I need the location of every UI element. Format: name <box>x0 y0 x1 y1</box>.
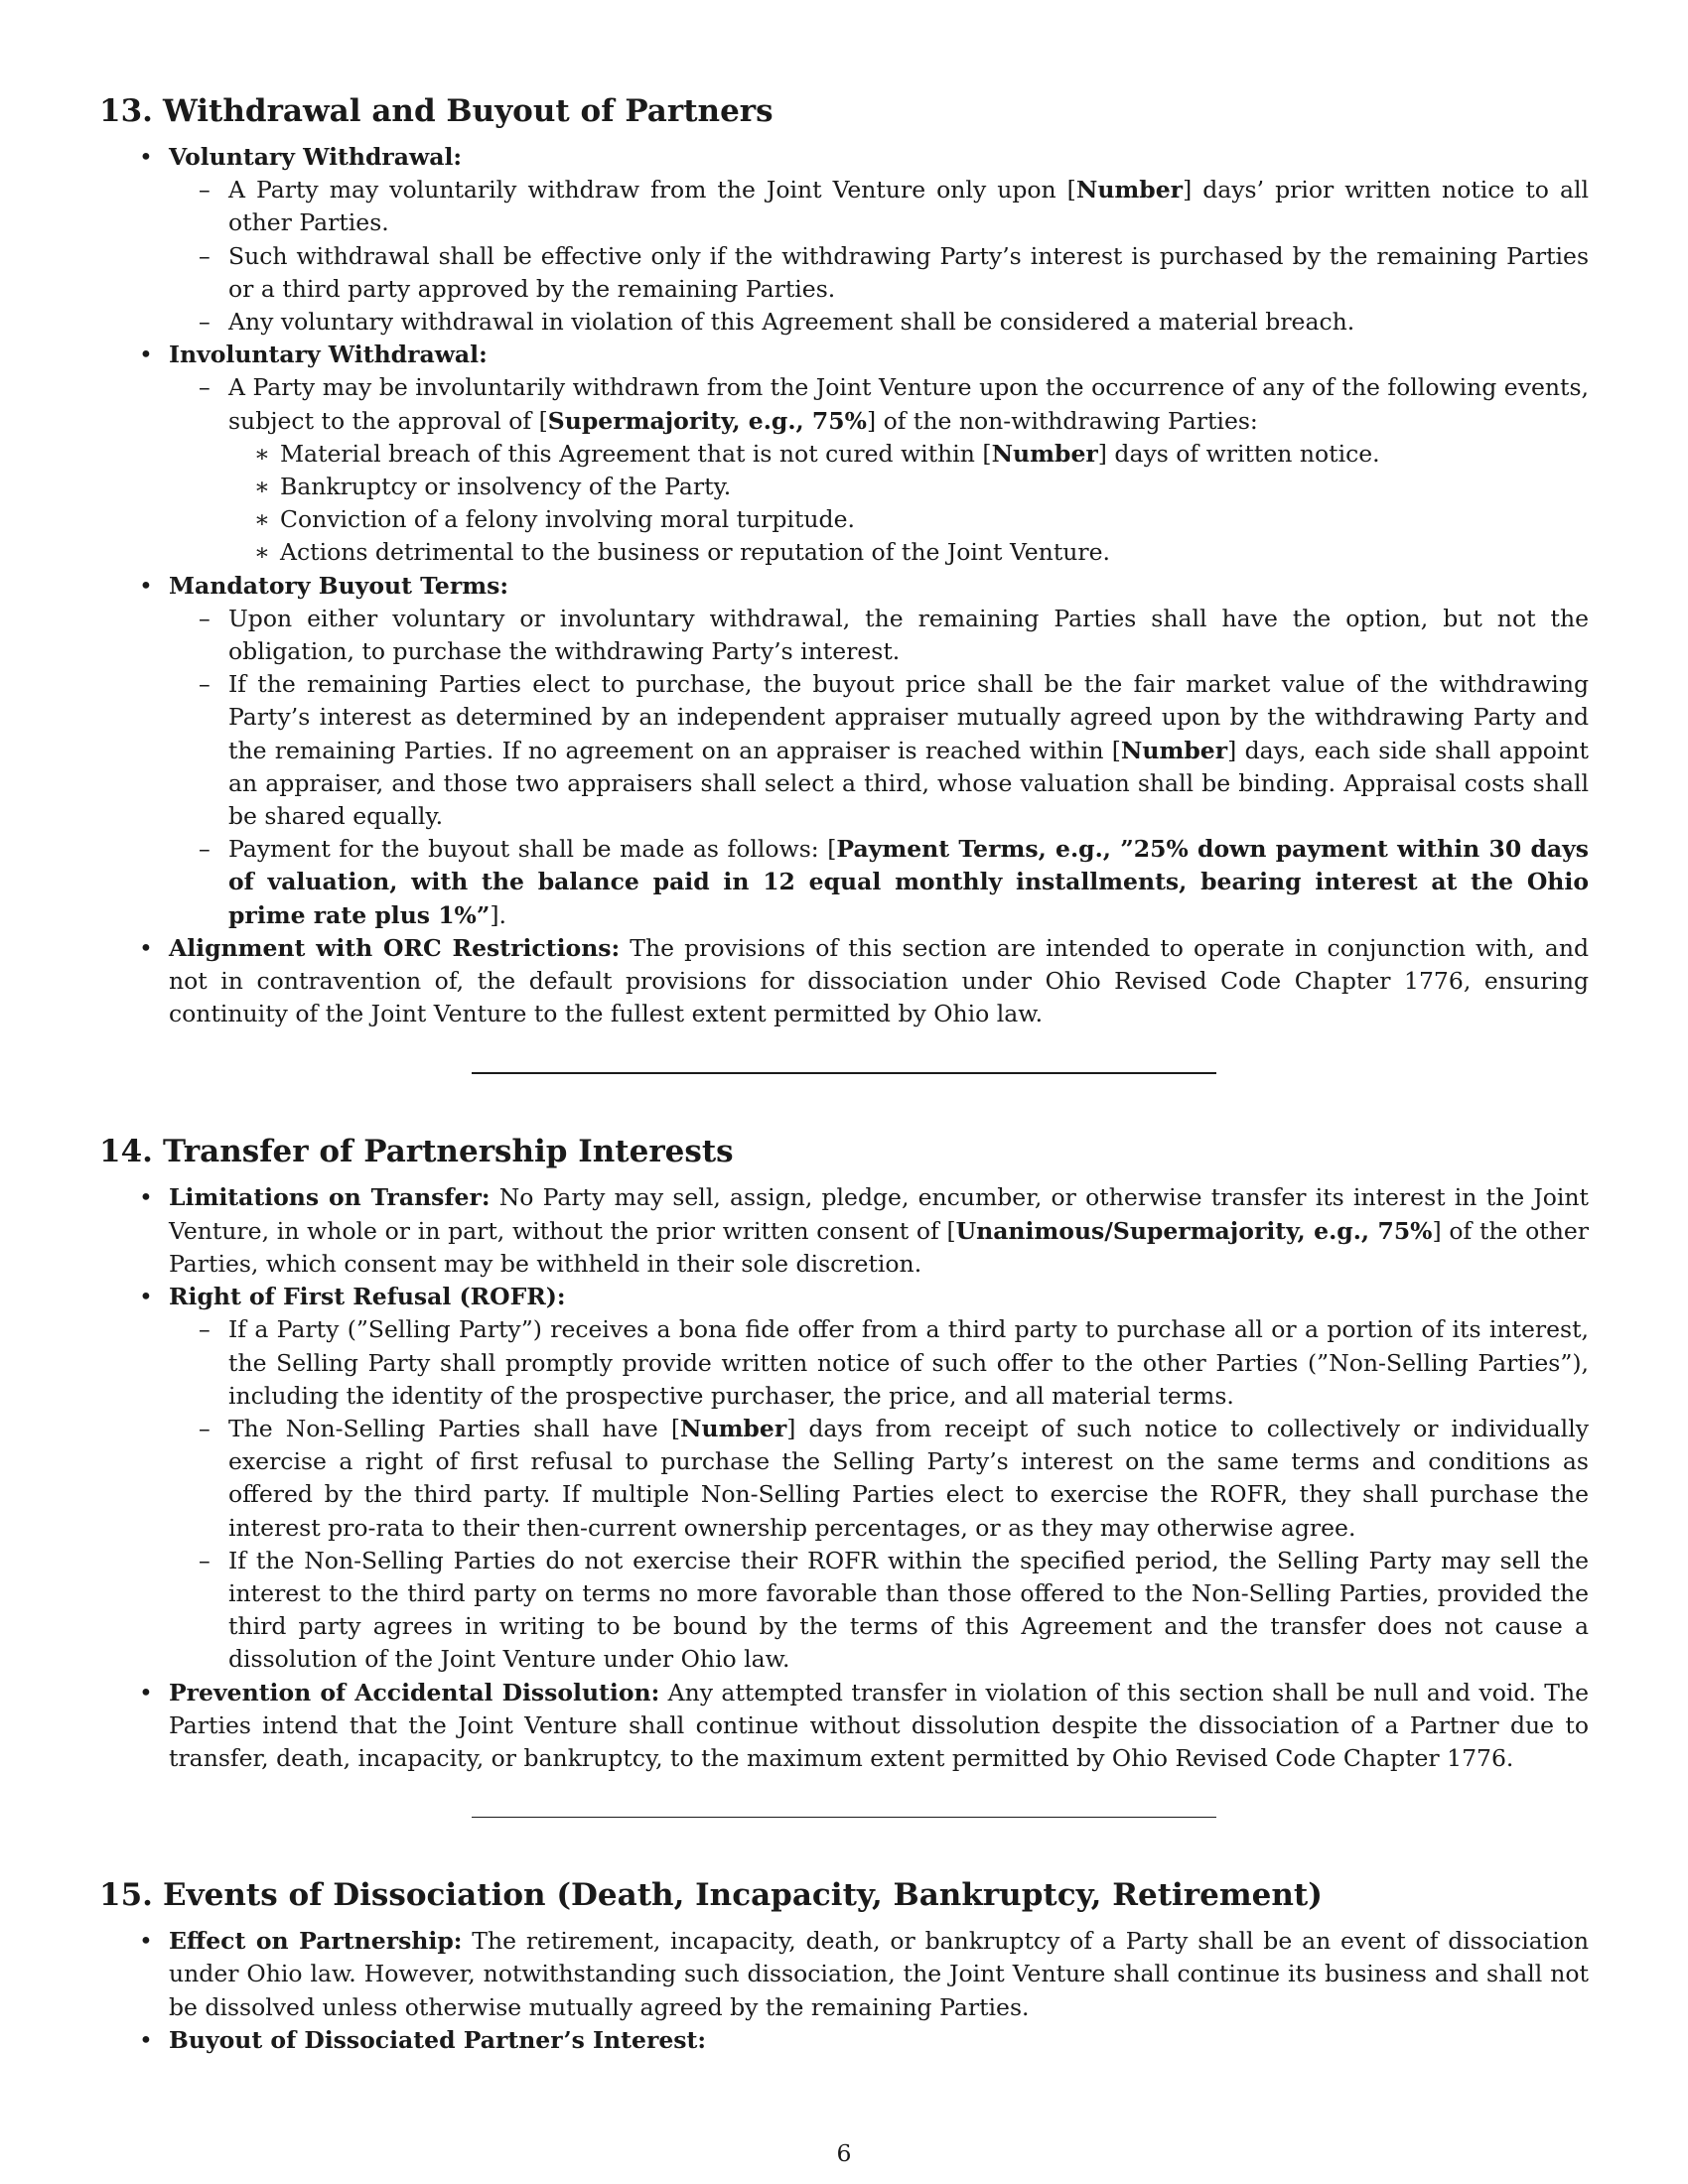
sub-item-text: The Non-Selling Parties shall have [ <box>228 1414 680 1442</box>
item-heading: Voluntary Withdrawal: <box>169 143 463 171</box>
sub-item <box>169 371 1589 569</box>
placeholder-field: Number <box>1120 736 1228 764</box>
section-14 <box>99 1132 1589 1775</box>
sub-list <box>169 1313 1589 1676</box>
section-number: 13. <box>99 93 153 129</box>
section-title: Events of Dissociation (Death, Incapacity, Bankruptcy, Retirement) <box>163 1877 1323 1914</box>
event-text: ] days of written notice. <box>1097 439 1380 468</box>
section-heading <box>99 91 1589 131</box>
section-divider <box>472 1072 1216 1074</box>
sub-item <box>169 833 1589 932</box>
sub-item <box>169 1545 1589 1677</box>
item-heading: Buyout of Dissociated Partner’s Interest: <box>169 2025 707 2054</box>
item-text: No Party may sell, assign, pledge, encumber, or otherwise transfer its interest in the Joint Venture, in whole or in part, without the prior written consent of [ <box>169 1183 1589 1245</box>
page-number: 6 <box>836 2139 852 2167</box>
sub-item <box>169 668 1589 833</box>
section-list <box>99 141 1589 1030</box>
sub-item <box>169 1313 1589 1413</box>
item-heading: Prevention of Accidental Dissolution: <box>169 1678 660 1706</box>
sub-item <box>169 240 1589 306</box>
item-text: The provisions of this section are intended to operate in conjunction with, and not in contravention of, the default provisions for dissociation under Ohio Revised Code Chapter 1776, ensuring continuity of the Joint Venture to the fullest extent permitted by Ohio law. <box>169 933 1589 1028</box>
sub-item <box>169 174 1589 239</box>
event-text: Conviction of a felony involving moral turpitude. <box>280 505 855 534</box>
sub-list <box>169 174 1589 339</box>
list-item-transfer-limitations <box>99 1181 1589 1281</box>
item-heading: Right of First Refusal (ROFR): <box>169 1283 566 1311</box>
sub-item <box>169 1413 1589 1545</box>
sub-item-text: Such withdrawal shall be effective only if the withdrawing Party’s interest is purchased by the remaining Parties or a third party approved by the remaining Parties. <box>228 241 1589 303</box>
sub-item-text: Any voluntary withdrawal in violation of this Agreement shall be considered a material breach. <box>228 308 1355 337</box>
sub-item-text: Payment for the buyout shall be made as follows: [ <box>228 835 837 864</box>
placeholder-field: Unanimous/Supermajority, e.g., 75% <box>955 1216 1433 1245</box>
sub-item <box>169 603 1589 668</box>
section-number: 15. <box>99 1877 153 1914</box>
list-item-involuntary-withdrawal <box>99 339 1589 569</box>
item-text: The retirement, incapacity, death, or bankruptcy of a Party shall be an event of dissociation under Ohio law. However, notwithstanding such dissociation, the Joint Venture shall continue its business and shall not be dissolved unless otherwise mutually agreed by the remaining Parties. <box>169 1927 1589 2021</box>
sub-item-text: ] days, each side shall appoint an appraiser, and those two appraisers shall select a third, whose valuation shall be binding. Appraisal costs shall be shared equally. <box>228 736 1589 831</box>
sub-item-text: ] of the non-withdrawing Parties: <box>866 406 1258 435</box>
section-title: Withdrawal and Buyout of Partners <box>163 93 774 129</box>
event-text: Actions detrimental to the business or reputation of the Joint Venture. <box>280 538 1111 567</box>
sub-item-text: ] days from receipt of such notice to collectively or individually exercise a right of first refusal to purchase the Selling Party’s interest on the same terms and conditions as offered by the third party. If multiple Non-Selling Parties elect to exercise the ROFR, they shall purchase the interest pro-rata to their then-current ownership percentages, or as they may otherwise agree. <box>228 1414 1589 1542</box>
sub-item-text: If the Non-Selling Parties do not exercise their ROFR within the specified period, the Selling Party may sell the interest to the third party on terms no more favorable than those offered to the Non-Selling Parties, provided the third party agrees in writing to be bound by the terms of this Agreement and the transfer does not cause a dissolution of the Joint Venture under Ohio law. <box>228 1546 1589 1674</box>
event-item <box>228 471 1589 503</box>
section-divider <box>472 1817 1216 1818</box>
sub-item-text: A Party may voluntarily withdraw from the Joint Venture only upon [ <box>228 176 1076 205</box>
event-item <box>228 438 1589 471</box>
placeholder-field: Payment Terms, e.g., ”25% down payment within 30 days of valuation, with the balance paid in 12 equal monthly installments, bearing interest at the Ohio prime rate plus 1%” <box>228 835 1589 929</box>
sub-item <box>169 306 1589 339</box>
placeholder-field: Number <box>991 439 1098 468</box>
section-title: Transfer of Partnership Interests <box>163 1134 734 1170</box>
list-item-effect-on-partnership <box>99 1925 1589 2024</box>
item-text: ] of the other Parties, which consent may be withheld in their sole discretion. <box>169 1216 1589 1278</box>
item-heading: Alignment with ORC Restrictions: <box>169 933 621 962</box>
list-item-dissociated-buyout <box>99 2024 1589 2057</box>
sub-item-text: ] days’ prior written notice to all other Parties. <box>228 176 1589 237</box>
sub-list <box>169 603 1589 932</box>
page-content <box>99 91 1589 2057</box>
event-item <box>228 503 1589 536</box>
section-list <box>99 1925 1589 2057</box>
event-list <box>228 438 1589 570</box>
list-item-voluntary-withdrawal <box>99 141 1589 339</box>
item-text: Any attempted transfer in violation of this section shall be null and void. The Parties intend that the Joint Venture shall continue without dissolution despite the dissociation of a Partner due to transfer, death, incapacity, or bankruptcy, to the maximum extent permitted by Ohio Revised Code Chapter 1776. <box>169 1678 1589 1772</box>
event-text: Bankruptcy or insolvency of the Party. <box>280 473 732 501</box>
event-text: Material breach of this Agreement that is not cured within [ <box>280 439 992 468</box>
section-13 <box>99 91 1589 1030</box>
item-heading: Limitations on Transfer: <box>169 1183 491 1212</box>
list-item-rofr <box>99 1281 1589 1676</box>
list-item-mandatory-buyout <box>99 570 1589 932</box>
item-heading: Mandatory Buyout Terms: <box>169 571 509 600</box>
placeholder-field: Supermajority, e.g., 75% <box>547 406 867 435</box>
placeholder-field: Number <box>680 1414 787 1442</box>
list-item-dissolution-prevention <box>99 1677 1589 1776</box>
placeholder-field: Number <box>1075 176 1184 205</box>
sub-list <box>169 371 1589 569</box>
sub-item-text: A Party may be involuntarily withdrawn from the Joint Venture upon the occurrence of any of the following events, subject to the approval of [ <box>228 373 1589 435</box>
item-heading: Effect on Partnership: <box>169 1927 463 1956</box>
list-item-orc-alignment <box>99 932 1589 1031</box>
section-number: 14. <box>99 1134 153 1170</box>
sub-item-text: ]. <box>490 900 507 929</box>
sub-item-text: Upon either voluntary or involuntary withdrawal, the remaining Parties shall have the option, but not the obligation, to purchase the withdrawing Party’s interest. <box>228 604 1589 666</box>
section-15 <box>99 1875 1589 2057</box>
section-list <box>99 1181 1589 1775</box>
sub-item-text: If the remaining Parties elect to purchase, the buyout price shall be the fair market value of the withdrawing Party’s interest as determined by an independent appraiser mutually agreed upon by the withdrawing Party and the remaining Parties. If no agreement on an appraiser is reached within [ <box>228 670 1589 764</box>
sub-item-text: If a Party (”Selling Party”) receives a bona fide offer from a third party to purchase all or a portion of its interest, the Selling Party shall promptly provide written notice of such offer to the other Parties (”Non-Selling Parties”), including the identity of the prospective purchaser, the price, and all material terms. <box>228 1315 1589 1410</box>
section-heading <box>99 1875 1589 1915</box>
event-item <box>228 536 1589 569</box>
item-heading: Involuntary Withdrawal: <box>169 341 488 369</box>
section-heading <box>99 1132 1589 1171</box>
